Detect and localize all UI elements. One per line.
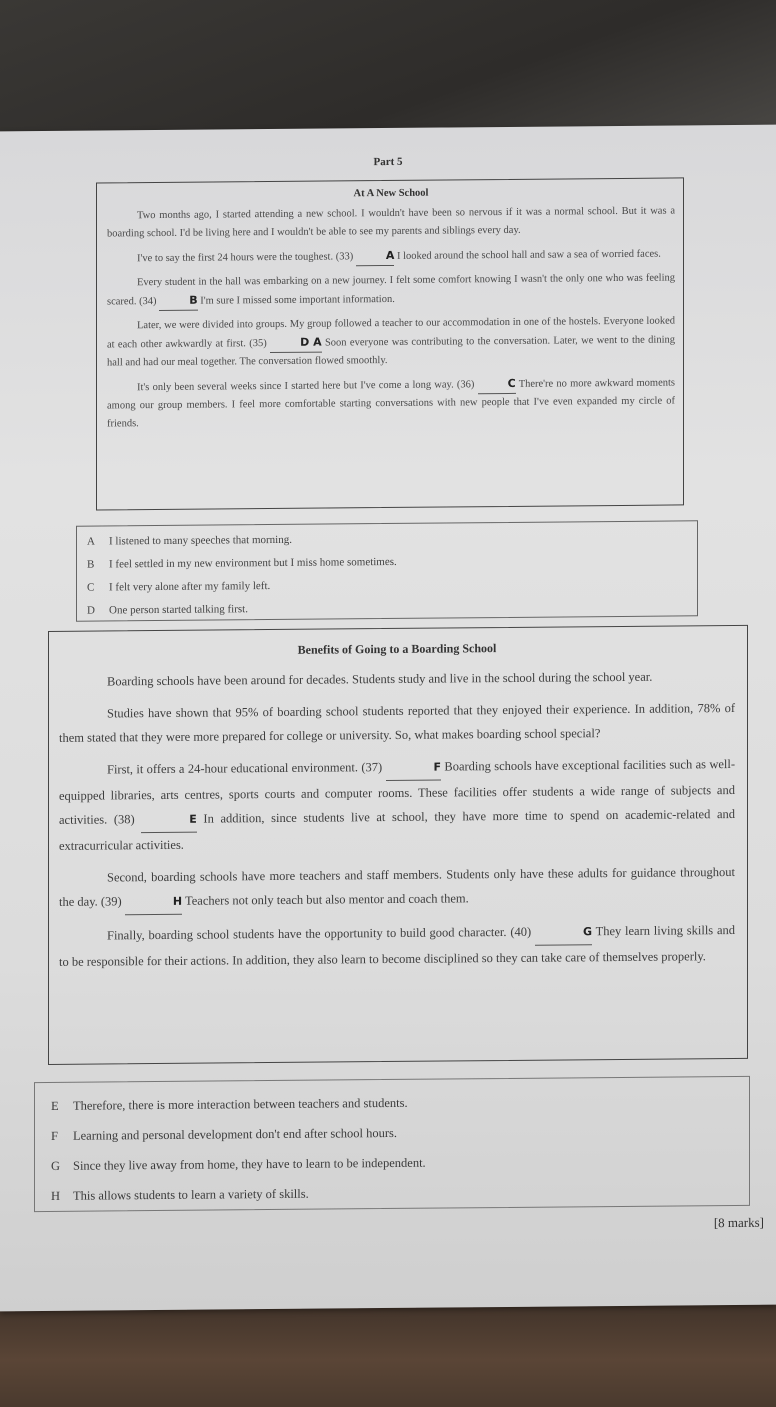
paragraph: Boarding schools have been around for decades. Students study and live in the school during the school year. — [107, 669, 653, 689]
paragraph: Second, boarding schools have more teachers and staff members. Students only have these adults for guidance throughout the day. (39) H Teachers not only teach but also mentor and coach them. — [59, 860, 735, 916]
option-h: H This allows students to learn a variety of skills. — [51, 1186, 309, 1203]
paragraph: Finally, boarding school students have the opportunity to build good character. (40) G They learn living skills and to be responsible for their actions. In addition, they also learn to become disciplined so they can take care of themselves properly. — [59, 918, 735, 974]
option-d: D One person started talking first. — [87, 603, 248, 617]
answer-blank-39[interactable]: H — [125, 890, 182, 915]
paragraph: It's only been several weeks since I started here but I've come a long way. (36) C There're no more awkward moments among our group members. I feel more comfortable starting conversations with new people that I've even expanded my circle of friends. — [107, 376, 675, 430]
answer-blank-35[interactable]: D A — [270, 334, 321, 353]
option-b: B I feel settled in my new environment but I miss home sometimes. — [87, 555, 397, 571]
paragraph: Studies have shown that 95% of boarding school students reported that they enjoyed their experience. In addition, 78% of them stated that they were more prepared for college or university. So, what makes boarding school special? — [59, 700, 735, 745]
part-title: Part 5 — [373, 155, 403, 169]
passage-boarding-school — [48, 625, 748, 1065]
passage-at-a-new-school — [96, 177, 684, 510]
marks-label: [8 marks] — [713, 1214, 764, 1231]
paragraph: Two months ago, I started attending a new school. I wouldn't have been so nervous if it was a normal school. But it was a boarding school. I'd be living here and I wouldn't be able to see my parents and siblings every day. — [107, 205, 675, 240]
option-c: C I felt very alone after my family left. — [87, 580, 271, 594]
answer-blank-34[interactable]: B — [159, 292, 197, 311]
passage-title: Benefits of Going to a Boarding School — [297, 641, 497, 657]
option-a: A I listened to many speeches that morning. — [87, 533, 292, 548]
option-f: F Learning and personal development don't end after school hours. — [51, 1125, 398, 1143]
worksheet-page — [0, 125, 776, 1312]
answer-blank-33[interactable]: A — [356, 247, 395, 266]
desk-background-top — [0, 0, 776, 140]
paragraph: I've to say the first 24 hours were the toughest. (33) A I looked around the school hall and saw a sea of worried faces. — [107, 244, 675, 268]
paragraph: Every student in the hall was embarking on a new journey. I felt some comfort knowing I wasn't the only one who was feeling scared. (34) B I'm sure I missed some important information. — [107, 269, 675, 311]
answer-blank-37[interactable]: F — [386, 756, 442, 781]
options-box-1 — [76, 520, 698, 621]
paragraph: First, it offers a 24-hour educational environment. (37) F Boarding schools have exceptional facilities such as well-equipped libraries, arts centres, sports courts and computer rooms. These facilities offer students a wide range of subjects and activities. (38) E In addition, since students live at school, they have more time to spend on academic-related and extracurricular activities. — [59, 756, 735, 853]
options-box-2 — [34, 1076, 750, 1212]
paragraph: Later, we were divided into groups. My group followed a teacher to our accommodation in one of the hostels. Everyone looked at each other awkwardly at first. (35) D A Soon everyone was contributing to the conversation. Later, we went to the dining hall and had our meal together. The conversation flowed smoothly. — [107, 315, 676, 369]
passage-title: At A New School — [353, 187, 429, 200]
answer-blank-40[interactable]: G — [535, 920, 592, 945]
option-g: G Since they live away from home, they have to learn to be independent. — [51, 1155, 426, 1173]
option-e: E Therefore, there is more interaction between teachers and students. — [51, 1095, 408, 1113]
answer-blank-38[interactable]: E — [141, 808, 197, 833]
answer-blank-36[interactable]: C — [478, 375, 516, 394]
